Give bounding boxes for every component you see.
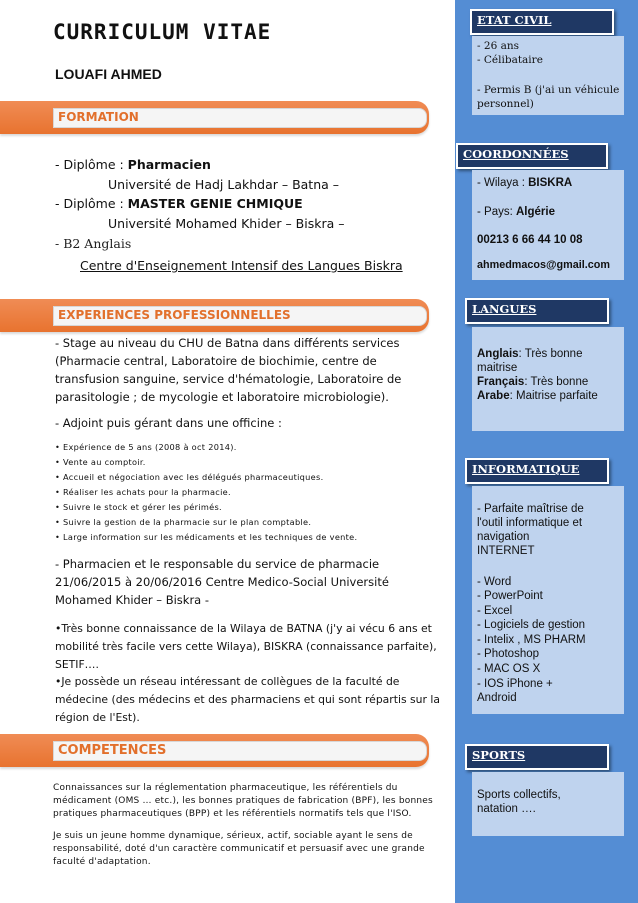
exp-bullet: • Réaliser les achats pour la pharmacie.: [55, 487, 231, 497]
candidate-name: LOUAFI AHMED: [55, 66, 162, 82]
comp-line: Je suis un jeune homme dynamique, sérieux, actif, sociable ayant le sens de: [53, 831, 413, 841]
exp-line: - Adjoint puis gérant dans une officine :: [55, 416, 282, 430]
exp-bullet: • Suivre la gestion de la pharmacie sur le plan comptable.: [55, 517, 312, 527]
informatique-line: - Excel: [477, 605, 513, 617]
wilaya-line: - Wilaya : BISKRA: [477, 177, 573, 189]
informatique-line: l'outil informatique et: [477, 517, 583, 529]
competences-header-bar: [0, 734, 429, 767]
experiences-heading: EXPERIENCES PROFESSIONNELLES: [58, 308, 291, 322]
informatique-line: Android: [477, 692, 517, 704]
informatique-line: - Word: [477, 576, 512, 588]
informatique-line: - MAC OS X: [477, 663, 541, 675]
coordonnees-heading: COORDONNÉES: [463, 147, 569, 161]
etat-civil-line: personnel): [477, 98, 534, 110]
coordonnees-tag: [456, 143, 608, 169]
email-address: ahmedmacos@gmail.com: [477, 259, 610, 271]
formation-header-bar: [0, 101, 429, 134]
langues-heading: LANGUES: [472, 302, 537, 316]
diploma-2: - Diplôme : MASTER GENIE CHMIQUE: [55, 196, 303, 211]
informatique-line: - IOS iPhone +: [477, 678, 553, 690]
exp-line: 21/06/2015 à 20/06/2016 Centre Medico-Social Université: [55, 575, 389, 589]
etat-civil-line: - Célibataire: [477, 54, 543, 66]
cv-title: CURRICULUM VITAE: [53, 20, 272, 44]
exp-line: •Je possède un réseau intéressant de collègues de la faculté de: [55, 675, 400, 688]
etat-civil-line: - 26 ans: [477, 40, 519, 52]
b2-english: - B2 Anglais: [55, 236, 132, 251]
exp-bullet: • Accueil et négociation avec les délégués pharmaceutiques.: [55, 472, 324, 482]
diploma-2-university: Université Mohamed Khider – Biskra –: [108, 216, 345, 231]
comp-line: Connaissances sur la réglementation pharmaceutique, les référentiels du: [53, 783, 398, 793]
exp-line: Mohamed Khider – Biskra -: [55, 593, 210, 607]
exp-bullet: • Vente au comptoir.: [55, 457, 146, 467]
informatique-line: - Intelix , MS PHARM: [477, 634, 586, 646]
informatique-heading: INFORMATIQUE: [472, 462, 580, 476]
comp-line: faculté d'adaptation.: [53, 857, 151, 867]
exp-line: région de l'Est).: [55, 711, 140, 724]
informatique-line: - Logiciels de gestion: [477, 619, 586, 631]
etat-civil-line: - Permis B (j'ai un véhicule: [477, 84, 620, 96]
exp-line: - Pharmacien et le responsable du service de pharmacie: [55, 557, 380, 571]
phone-number: 00213 6 66 44 10 08: [477, 234, 583, 246]
exp-line: - Stage au niveau du CHU de Batna dans différents services: [55, 336, 400, 350]
sports-line: natation ….: [477, 803, 536, 815]
informatique-tag: [465, 458, 609, 484]
language-item: maitrise: [477, 362, 518, 374]
exp-line: •Très bonne connaissance de la Wilaya de BATNA (j'y ai vécu 6 ans et: [55, 622, 432, 635]
informatique-line: - Parfaite maîtrise de: [477, 503, 584, 515]
pays-line: - Pays: Algérie: [477, 206, 555, 218]
language-item: Français: Très bonne: [477, 376, 589, 388]
informatique-line: INTERNET: [477, 545, 535, 557]
sports-heading: SPORTS: [472, 748, 526, 762]
exp-bullet: • Suivre le stock et gérer les périmés.: [55, 502, 222, 512]
comp-line: pratiques pharmaceutiques (BPP) et les référentiels normatifs tels que l'ISO.: [53, 809, 412, 819]
langues-tag: [465, 298, 609, 324]
exp-line: (Pharmacie central, Laboratoire de biochimie, centre de: [55, 354, 377, 368]
informatique-line: navigation: [477, 531, 530, 543]
language-center: Centre d'Enseignement Intensif des Langues Biskra: [80, 258, 403, 273]
informatique-line: - Photoshop: [477, 648, 540, 660]
etat-civil-heading: ETAT CIVIL: [477, 13, 552, 27]
comp-line: responsabilité, doté d'un caractère communicatif et persuasif avec une grande: [53, 844, 425, 854]
diploma-1: - Diplôme : Pharmacien: [55, 157, 211, 172]
exp-line: transfusion sanguine, service d'hématologie, Laboratoire de: [55, 372, 402, 386]
etat-civil-tag: [470, 9, 614, 35]
informatique-line: - PowerPoint: [477, 590, 543, 602]
exp-bullet: • Expérience de 5 ans (2008 à oct 2014).: [55, 442, 237, 452]
exp-line: médecine (des médecins et des pharmaciens et qui sont répartis sur la: [55, 693, 440, 706]
language-item: Arabe: Maitrise parfaite: [477, 390, 598, 402]
experiences-header-bar: [0, 299, 429, 332]
sports-line: Sports collectifs,: [477, 789, 561, 801]
comp-line: médicament (OMS … etc.), les bonnes pratiques de fabrication (BPF), les bonnes: [53, 796, 433, 806]
exp-bullet: • Large information sur les médicaments et les techniques de vente.: [55, 532, 358, 542]
language-item: Anglais: Très bonne: [477, 348, 583, 360]
exp-line: mobilité très facile vers cette Wilaya), BISKRA (connaissance parfaite),: [55, 640, 437, 653]
competences-heading: COMPETENCES: [58, 743, 167, 758]
exp-line: SETIF….: [55, 658, 99, 671]
exp-line: parasitologie ; de mycologie et laboratoire microbiologie).: [55, 390, 389, 404]
diploma-1-university: Université de Hadj Lakhdar – Batna –: [108, 177, 340, 192]
sports-tag: [465, 744, 609, 770]
formation-heading: FORMATION: [58, 110, 139, 124]
